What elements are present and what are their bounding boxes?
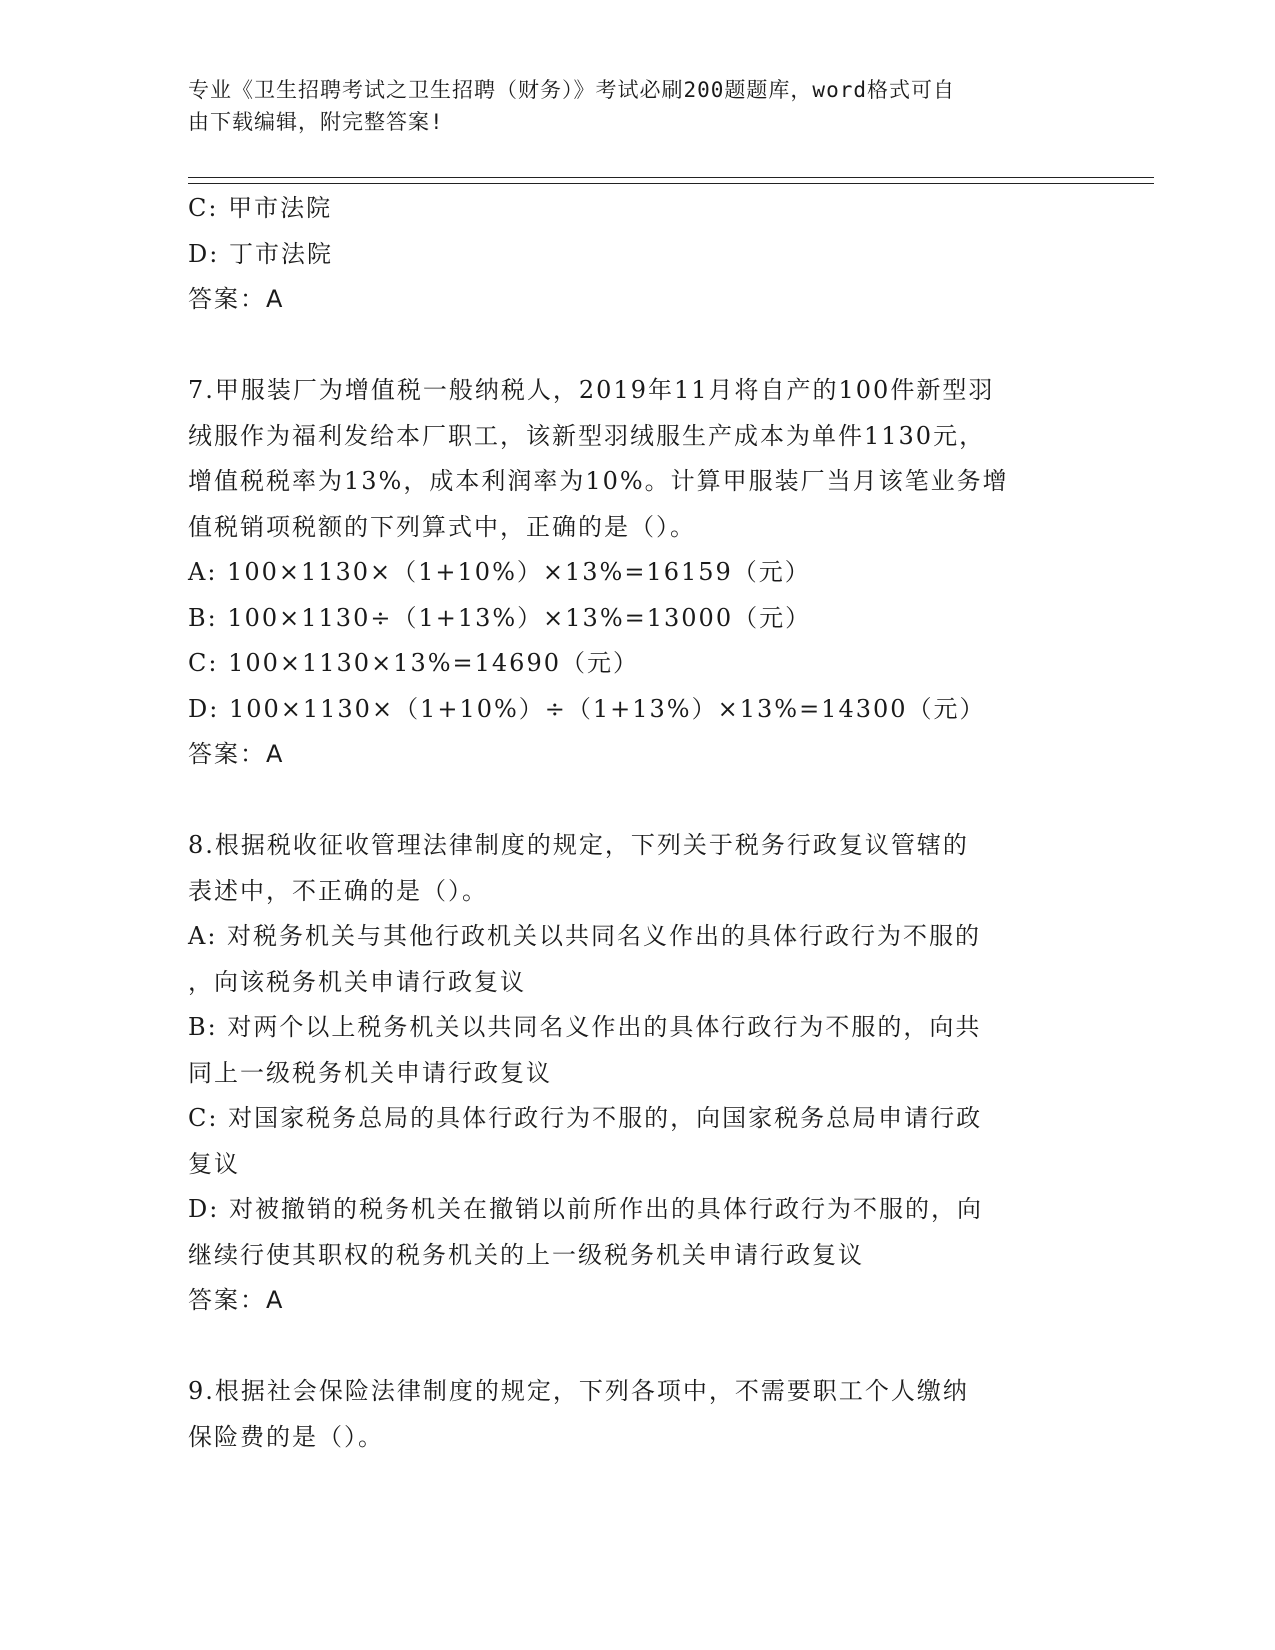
- answer: 答案：A: [188, 1286, 285, 1314]
- question-stem-line: 保险费的是（）。: [188, 1422, 384, 1451]
- question-stem-line: 7.甲服装厂为增值税一般纳税人，2019年11月将自产的100件新型羽: [188, 376, 995, 404]
- question-stem-line: 绒服作为福利发给本厂职工，该新型羽绒服生产成本为单件1130元，: [188, 421, 986, 450]
- option-d: D: 100×1130×（1+10%）÷（1+13%）×13%=14300（元）: [188, 694, 986, 723]
- answer: 答案：A: [188, 740, 285, 768]
- spacer: [188, 1324, 1088, 1370]
- header-line-2: 由下载编辑，附完整答案!: [188, 110, 444, 134]
- previous-question-tail: [188, 186, 1088, 323]
- option-c: C: 对国家税务总局的具体行政行为不服的，向国家税务总局申请行政: [188, 1104, 983, 1132]
- option-a-cont: ，向该税务机关申请行政复议: [188, 967, 526, 996]
- question-stem-line: 值税销项税额的下列算式中，正确的是（）。: [188, 512, 696, 541]
- question-stem-line: 增值税税率为13%，成本利润率为10%。计算甲服装厂当月该笔业务增: [188, 467, 1009, 495]
- page-header: [188, 74, 1068, 138]
- spacer: [188, 323, 1088, 369]
- spacer: [188, 778, 1088, 824]
- option-d-cont: 继续行使其职权的税务机关的上一级税务机关申请行政复议: [188, 1240, 864, 1269]
- option-b: B: 100×1130÷（1+13%）×13%=13000（元）: [188, 603, 812, 632]
- option-d: D: 丁市法院: [188, 239, 333, 268]
- option-c: C: 100×1130×13%=14690（元）: [188, 649, 639, 677]
- option-b-cont: 同上一级税务机关申请行政复议: [188, 1058, 552, 1087]
- question-stem-line: 8.根据税收征收管理法律制度的规定，下列关于税务行政复议管辖的: [188, 831, 969, 859]
- question-stem-line: 表述中，不正确的是（）。: [188, 876, 488, 905]
- question-stem-line: 9.根据社会保险法律制度的规定，下列各项中，不需要职工个人缴纳: [188, 1377, 969, 1405]
- header-divider: [188, 177, 1154, 184]
- option-d: D: 对被撤销的税务机关在撤销以前所作出的具体行政行为不服的，向: [188, 1195, 983, 1223]
- question-7: [188, 368, 1088, 778]
- option-c-cont: 复议: [188, 1149, 240, 1178]
- option-b: B: 对两个以上税务机关以共同名义作出的具体行政行为不服的，向共: [188, 1013, 982, 1041]
- answer: 答案：A: [188, 285, 285, 313]
- question-9: [188, 1369, 1088, 1460]
- option-a: A: 100×1130×（1+10%）×13%=16159（元）: [188, 558, 811, 586]
- document-body: [188, 186, 1088, 1460]
- option-a: A: 对税务机关与其他行政机关以共同名义作出的具体行政行为不服的: [188, 922, 982, 950]
- question-8: [188, 823, 1088, 1324]
- option-c: C: 甲市法院: [188, 194, 333, 222]
- header-line-1: 专业《卫生招聘考试之卫生招聘（财务）》考试必刷200题题库，word格式可自: [188, 78, 955, 102]
